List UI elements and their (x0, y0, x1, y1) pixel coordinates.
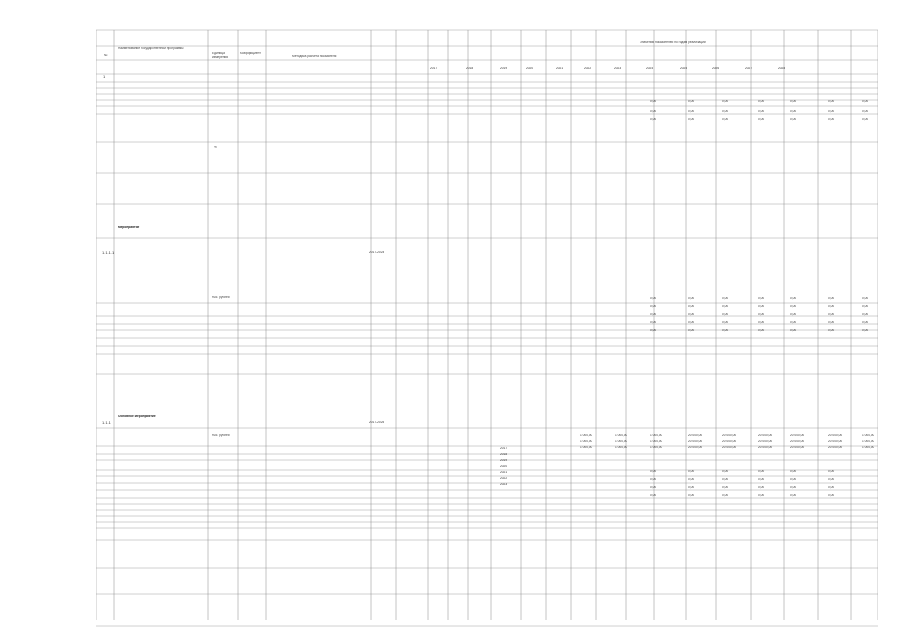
value-cell: 0,00 (688, 329, 695, 332)
value-cell: 0,00 (688, 470, 695, 473)
value-cell: 0,00 (828, 321, 835, 324)
value-cell: 0,00 (828, 305, 835, 308)
finance-cell: 20 000,00 (722, 446, 737, 449)
value-cell: 0,00 (758, 494, 765, 497)
year-subrow: 2020 (500, 465, 508, 468)
value-cell: 0,00 (862, 297, 869, 300)
value-cell: 0,00 (758, 118, 765, 121)
value-cell: 0,00 (650, 470, 657, 473)
value-cell: 0,00 (790, 494, 797, 497)
finance-cell: 1 000,00 (650, 446, 663, 449)
value-cell: 0,00 (790, 297, 797, 300)
finance-cell: 1 000,00 (580, 446, 593, 449)
finance-cell: 20 000,00 (722, 434, 737, 437)
value-cell: 0,00 (828, 110, 835, 113)
value-cell: 0,00 (650, 313, 657, 316)
unit-label-3: % (214, 146, 217, 149)
finance-cell: 1 000,00 (650, 434, 663, 437)
finance-cell: 1 000,00 (615, 440, 628, 443)
section-title-2: Основное мероприятие (118, 415, 156, 418)
finance-cell: 20 000,00 (790, 440, 805, 443)
value-cell: 0,00 (758, 321, 765, 324)
finance-cell: 1 000,00 (615, 446, 628, 449)
value-cell: 0,00 (758, 100, 765, 103)
year-subrow: 2023 (500, 483, 508, 486)
value-cell: 0,00 (722, 313, 729, 316)
value-cell: 0,00 (650, 100, 657, 103)
finance-cell: 20 000,00 (688, 440, 703, 443)
year-header: 2023 (614, 67, 622, 70)
value-cell: 0,00 (650, 297, 657, 300)
value-cell: 0,00 (862, 313, 869, 316)
value-cell: 0,00 (862, 118, 869, 121)
value-cell: 0,00 (862, 110, 869, 113)
value-cell: 0,00 (862, 321, 869, 324)
value-cell: 0,00 (650, 478, 657, 481)
value-cell: 0,00 (790, 110, 797, 113)
year-subrow: 2021 (500, 471, 508, 474)
value-cell: 0,00 (722, 297, 729, 300)
value-cell: 0,00 (758, 110, 765, 113)
finance-cell: 1 000,00 (580, 440, 593, 443)
section-title-1: Мероприятие (118, 226, 140, 229)
finance-cell: 20 000,00 (790, 434, 805, 437)
value-cell: 0,00 (722, 100, 729, 103)
value-cell: 0,00 (650, 305, 657, 308)
finance-cell: 20 000,00 (758, 440, 773, 443)
value-cell: 0,00 (790, 321, 797, 324)
value-cell: 0,00 (828, 478, 835, 481)
header-years-group: Значения показателей по годам реализации (640, 41, 706, 44)
finance-cell: 1 000,00 (862, 434, 875, 437)
finance-cell: 20 000,00 (828, 440, 843, 443)
finance-cell: 20 000,00 (758, 446, 773, 449)
value-cell: 0,00 (828, 118, 835, 121)
value-cell: 0,00 (790, 470, 797, 473)
value-cell: 0,00 (862, 100, 869, 103)
value-cell: 0,00 (722, 470, 729, 473)
finance-cell: 20 000,00 (790, 446, 805, 449)
year-subrow: 2022 (500, 477, 508, 480)
year-header: 2021 (556, 67, 564, 70)
header-no: № (104, 54, 108, 57)
value-cell: 0,00 (758, 486, 765, 489)
year-header: 2025 (680, 67, 688, 70)
value-cell: 0,00 (758, 305, 765, 308)
value-cell: 0,00 (790, 478, 797, 481)
value-cell: 0,00 (650, 321, 657, 324)
value-cell: 0,00 (688, 100, 695, 103)
value-cell: 0,00 (688, 494, 695, 497)
value-cell: 0,00 (722, 478, 729, 481)
value-cell: 0,00 (758, 329, 765, 332)
value-cell: 0,00 (828, 100, 835, 103)
row-number-3: 1.1.1 (102, 420, 111, 425)
value-cell: 0,00 (722, 494, 729, 497)
value-cell: 0,00 (688, 321, 695, 324)
value-cell: 0,00 (828, 329, 835, 332)
value-cell: 0,00 (650, 118, 657, 121)
value-cell: 0,00 (758, 297, 765, 300)
finance-cell: 20 000,00 (722, 440, 737, 443)
finance-cell: 20 000,00 (688, 446, 703, 449)
value-cell: 0,00 (650, 494, 657, 497)
value-cell: 0,00 (828, 297, 835, 300)
header-method: Методика расчета показателя (292, 55, 337, 58)
value-cell: 0,00 (722, 321, 729, 324)
unit-label-1: тыс. рублей (212, 296, 230, 299)
finance-cell: 20 000,00 (828, 434, 843, 437)
header-unit: Единица измерения (212, 52, 229, 59)
value-cell: 0,00 (828, 313, 835, 316)
year-header: 2017 (430, 67, 438, 70)
finance-cell: 1 000,00 (862, 446, 875, 449)
value-cell: 0,00 (688, 478, 695, 481)
finance-cell: 1 000,00 (615, 434, 628, 437)
year-subrow: 2019 (500, 459, 508, 462)
unit-label-2: тыс. рублей (212, 434, 230, 437)
finance-cell: 1 000,00 (650, 440, 663, 443)
value-cell: 0,00 (650, 329, 657, 332)
value-cell: 0,00 (758, 470, 765, 473)
value-cell: 0,00 (722, 118, 729, 121)
value-cell: 0,00 (790, 329, 797, 332)
value-cell: 0,00 (758, 478, 765, 481)
value-cell: 0,00 (688, 110, 695, 113)
value-cell: 0,00 (722, 329, 729, 332)
finance-cell: 1 000,00 (580, 434, 593, 437)
year-header: 2019 (500, 67, 508, 70)
value-cell: 0,00 (790, 100, 797, 103)
row-number-2: 1.1.1.1 (102, 250, 115, 255)
finance-cell: 20 000,00 (828, 446, 843, 449)
row-number-1: 1 (103, 74, 106, 79)
value-cell: 0,00 (790, 118, 797, 121)
value-cell: 0,00 (722, 305, 729, 308)
finance-cell: 20 000,00 (758, 434, 773, 437)
year-header: 2018 (466, 67, 474, 70)
period-b: 2017-2025 (369, 421, 385, 424)
value-cell: 0,00 (828, 470, 835, 473)
value-cell: 0,00 (790, 313, 797, 316)
period-a: 2017-2024 (369, 251, 385, 254)
header-coef: Коэффициент (240, 52, 261, 55)
year-header: 2020 (526, 67, 534, 70)
value-cell: 0,00 (688, 118, 695, 121)
value-cell: 0,00 (688, 305, 695, 308)
value-cell: 0,00 (828, 486, 835, 489)
year-header: 2024 (646, 67, 654, 70)
year-header: 2027 (745, 67, 753, 70)
value-cell: 0,00 (862, 329, 869, 332)
value-cell: 0,00 (688, 297, 695, 300)
header-name: Наименование государственной программы (118, 47, 184, 50)
value-cell: 0,00 (688, 486, 695, 489)
value-cell: 0,00 (758, 313, 765, 316)
finance-cell: 20 000,00 (688, 434, 703, 437)
year-subrow: 2017 (500, 447, 508, 450)
value-cell: 0,00 (722, 110, 729, 113)
year-subrow: 2018 (500, 453, 508, 456)
value-cell: 0,00 (790, 305, 797, 308)
year-header: 2022 (584, 67, 592, 70)
value-cell: 0,00 (650, 486, 657, 489)
value-cell: 0,00 (650, 110, 657, 113)
value-cell: 0,00 (790, 486, 797, 489)
value-cell: 0,00 (688, 313, 695, 316)
value-cell: 0,00 (722, 486, 729, 489)
value-cell: 0,00 (862, 305, 869, 308)
year-header: 2028 (778, 67, 786, 70)
finance-cell: 1 000,00 (862, 440, 875, 443)
value-cell: 0,00 (828, 494, 835, 497)
year-header: 2026 (712, 67, 720, 70)
